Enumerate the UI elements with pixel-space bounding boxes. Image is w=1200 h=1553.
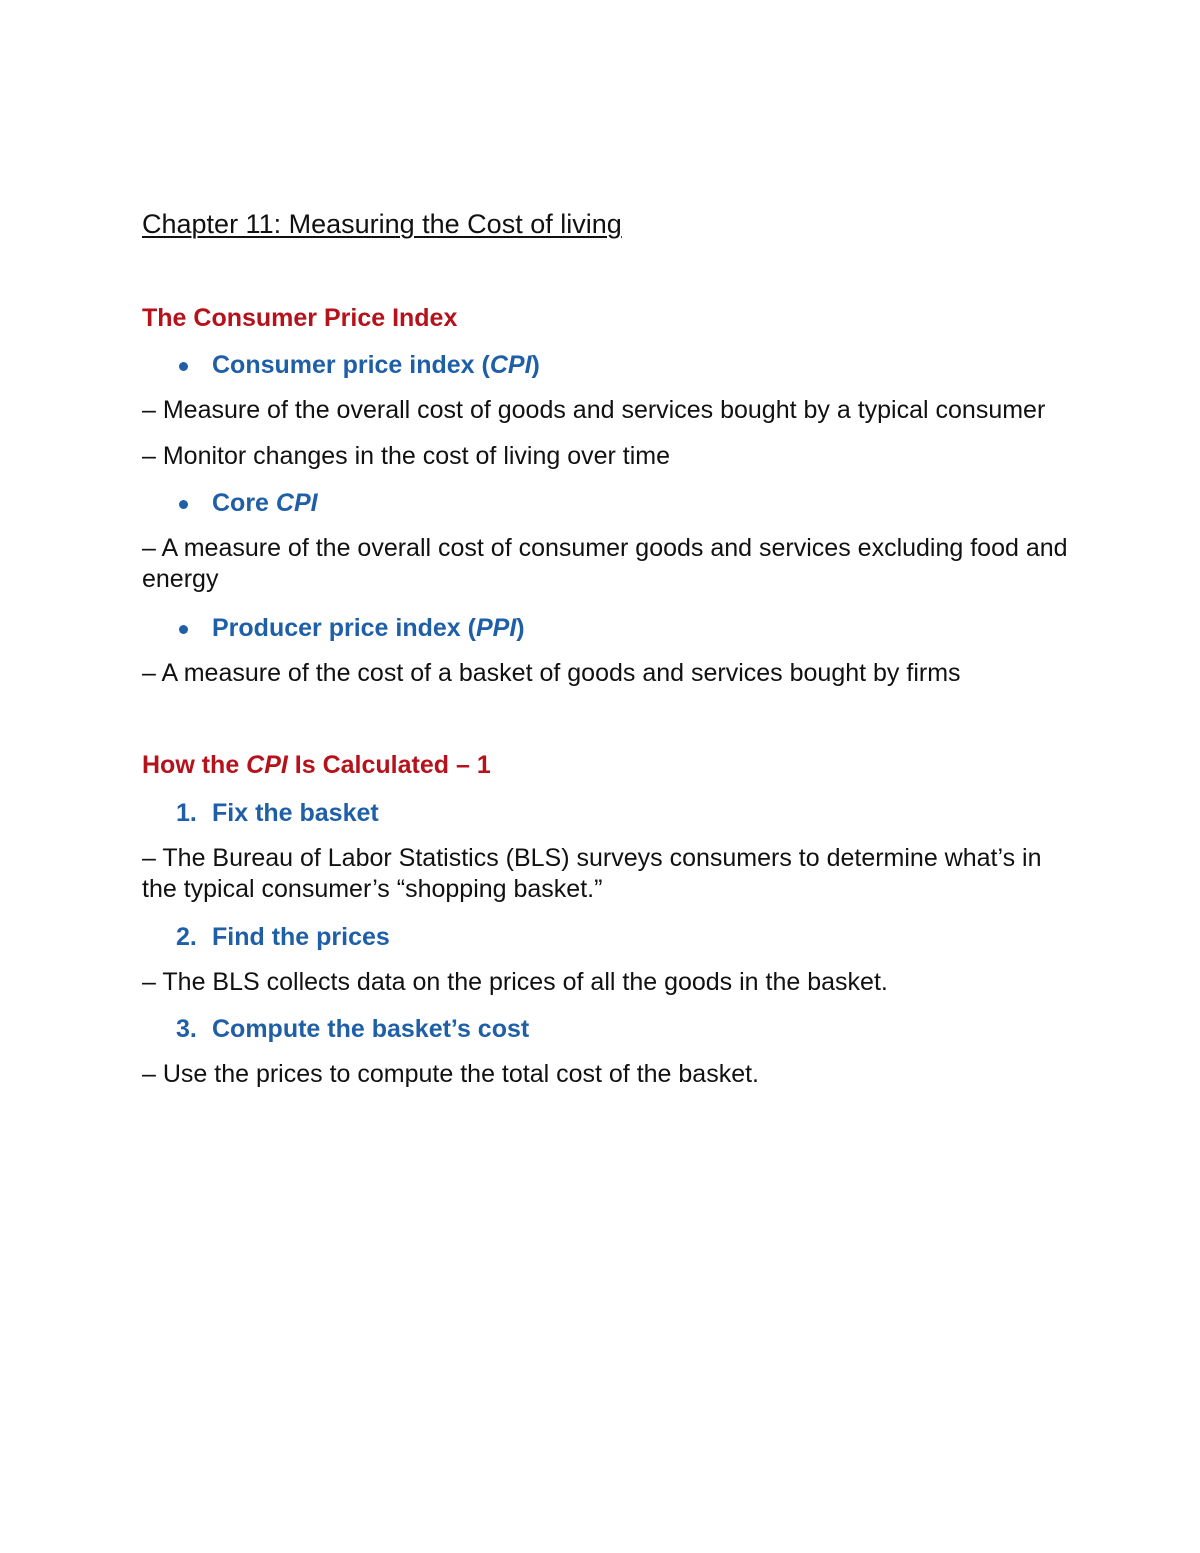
list-number: 2.	[176, 923, 197, 951]
step-label: Fix the basket	[212, 799, 379, 827]
item-label-pre: Core	[212, 489, 276, 517]
numbered-item-find-prices	[142, 920, 1072, 954]
numbered-item-fix-basket	[142, 796, 1072, 830]
bullet-dot-icon	[179, 625, 188, 634]
description-fix-basket: – The Bureau of Labor Statistics (BLS) surveys consumers to determine what’s in the typical consumer’s “shopping basket.”	[142, 844, 1042, 903]
item-label-italic: CPI	[275, 489, 318, 517]
description-cpi-2: – Monitor changes in the cost of living over time	[142, 442, 671, 470]
bullet-item-ppi	[142, 611, 1072, 645]
item-label-post: )	[516, 614, 525, 642]
list-number: 1.	[176, 799, 197, 827]
heading-pre: How the	[142, 751, 247, 779]
description-core-cpi: – A measure of the overall cost of consumer goods and services excluding food and energy	[142, 534, 1068, 593]
bullet-dot-icon	[179, 500, 188, 509]
description-ppi: – A measure of the cost of a basket of goods and services bought by firms	[142, 659, 961, 687]
bullet-item-cpi	[142, 348, 1072, 382]
item-label-pre: Consumer price index (	[212, 351, 490, 379]
item-label-italic: PPI	[475, 614, 517, 642]
heading-italic: CPI	[246, 751, 288, 779]
description-compute-cost: – Use the prices to compute the total cost of the basket.	[142, 1060, 760, 1088]
document-page	[142, 205, 1072, 1090]
step-label: Find the prices	[212, 923, 390, 951]
description-find-prices: – The BLS collects data on the prices of all the goods in the basket.	[142, 968, 888, 996]
numbered-item-compute-cost	[142, 1012, 1072, 1046]
bullet-item-core-cpi	[142, 486, 1072, 520]
section-heading-cpi: The Consumer Price Index	[142, 304, 458, 332]
item-label-pre: Producer price index (	[212, 614, 476, 642]
bullet-dot-icon	[179, 362, 188, 371]
list-number: 3.	[176, 1015, 197, 1043]
heading-post: Is Calculated – 1	[287, 751, 491, 779]
item-label-italic: CPI	[489, 351, 532, 379]
item-label-post: )	[531, 351, 540, 379]
description-cpi-1: – Measure of the overall cost of goods and services bought by a typical consumer	[142, 396, 1046, 424]
chapter-title: Chapter 11: Measuring the Cost of living	[142, 209, 622, 239]
step-label: Compute the basket’s cost	[212, 1015, 530, 1043]
section-heading-cpi-calculation	[142, 748, 1072, 782]
